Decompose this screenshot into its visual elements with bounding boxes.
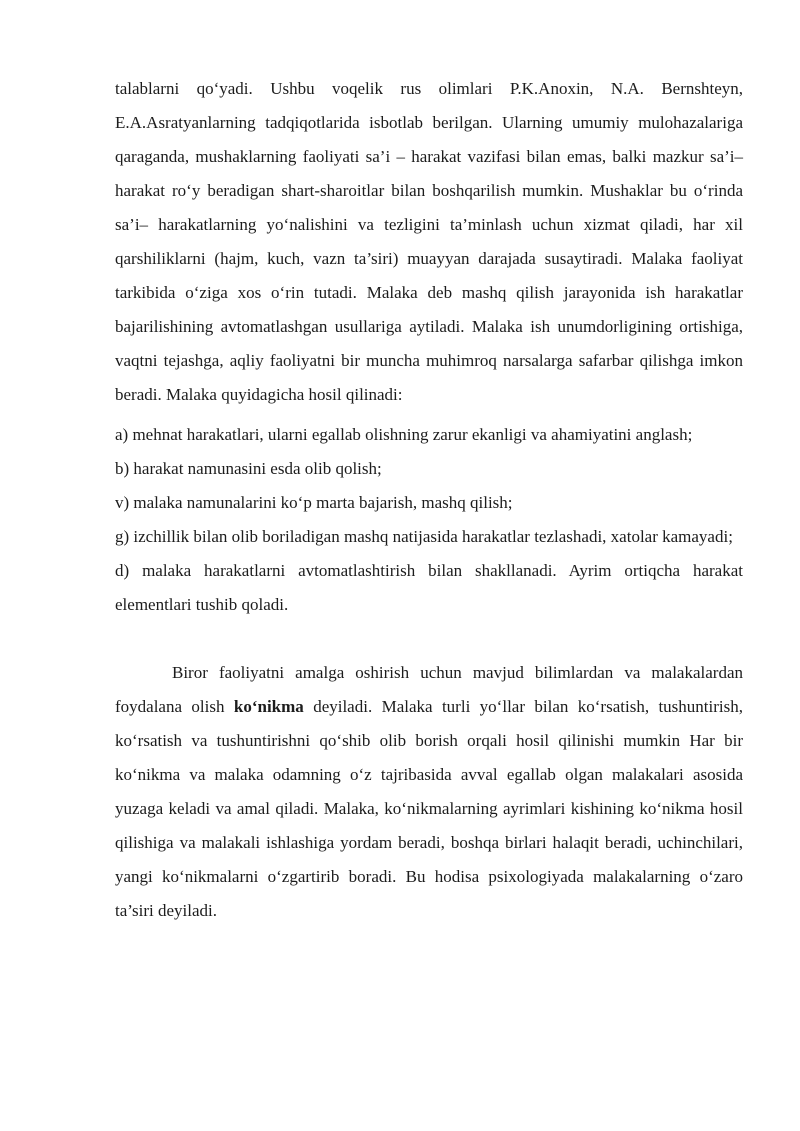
paragraph-1: talablarni qo‘yadi. Ushbu voqelik rus olimlari P.K.Anoxin, N.A. Bernshteyn, E.A.Asratyanlarning tadqiqotlarida isbotlab berilgan. Ularning umumiy mulohazalariga qaraganda, mushaklarning faoliyati sa’i – harakat vazifasi bilan emas, balki mazkur sa’i–harakat ro‘y beradigan shart-sharoitlar bilan boshqarilish mumkin. Mushaklar bu o‘rinda sa’i– harakatlarning yo‘nalishini va tezligini ta’minlash uchun xizmat qiladi, har xil qarshiliklarni (hajm, kuch, vazn ta’siri) muayyan darajada susaytiradi. Malaka faoliyat tarkibida o‘ziga xos o‘rin tutadi. Malaka deb mashq qilish jarayonida ish harakatlar bajarilishining avtomatlashgan usullariga aytiladi. Malaka ish unumdorligining ortishiga, vaqtni tejashga, aqliy faoliyatni bir muncha muhimroq narsalarga safarbar qilishga imkon beradi. Malaka quyidagicha hosil qilinadi:: [115, 79, 743, 404]
term-konikma: ko‘nikma: [233, 697, 304, 716]
document-page: [115, 72, 743, 928]
paragraph-2-rest: deyiladi. Malaka turli yo‘llar bilan ko‘rsatish, tushuntirish, ko‘rsatish va tushuntirishni qo‘shib olib borish orqali hosil qilinishi mumkin Har bir ko‘nikma va malaka odamning o‘z tajribasida avval egallab olgan malakalari asosida yuzaga keladi va amal qiladi. Malaka, ko‘nikmalarning ayrimlari kishining ko‘nikma hosil qilishiga va malakali ishlashiga yordam beradi, boshqa birlari halaqit beradi, uchinchilari, yangi ko‘nikmalarni o‘zgartirib boradi. Bu hodisa psixologiyada malakalarning o‘zaro ta’siri deyiladi.: [115, 697, 743, 920]
list-item: g) izchillik bilan olib boriladigan mashq natijasida harakatlar tezlashadi, xatolar kamayadi;: [115, 527, 733, 546]
list-item: d) malaka harakatlarni avtomatlashtirish bilan shakllanadi. Ayrim ortiqcha harakat elementlari tushib qoladi.: [115, 561, 743, 614]
paragraph-2-start: Biror faoliyatni amalga oshirish uchun mavjud bilimlardan va malakalardan foydalana olish: [115, 663, 743, 716]
steps-list: [115, 418, 743, 622]
list-item: a) mehnat harakatlari, ularni egallab olishning zarur ekanligi va ahamiyatini anglash;: [115, 425, 693, 444]
list-item: b) harakat namunasini esda olib qolish;: [115, 459, 382, 478]
list-item: v) malaka namunalarini ko‘p marta bajarish, mashq qilish;: [115, 493, 513, 512]
blank-line: [115, 622, 743, 656]
paragraph-2: [115, 656, 743, 928]
